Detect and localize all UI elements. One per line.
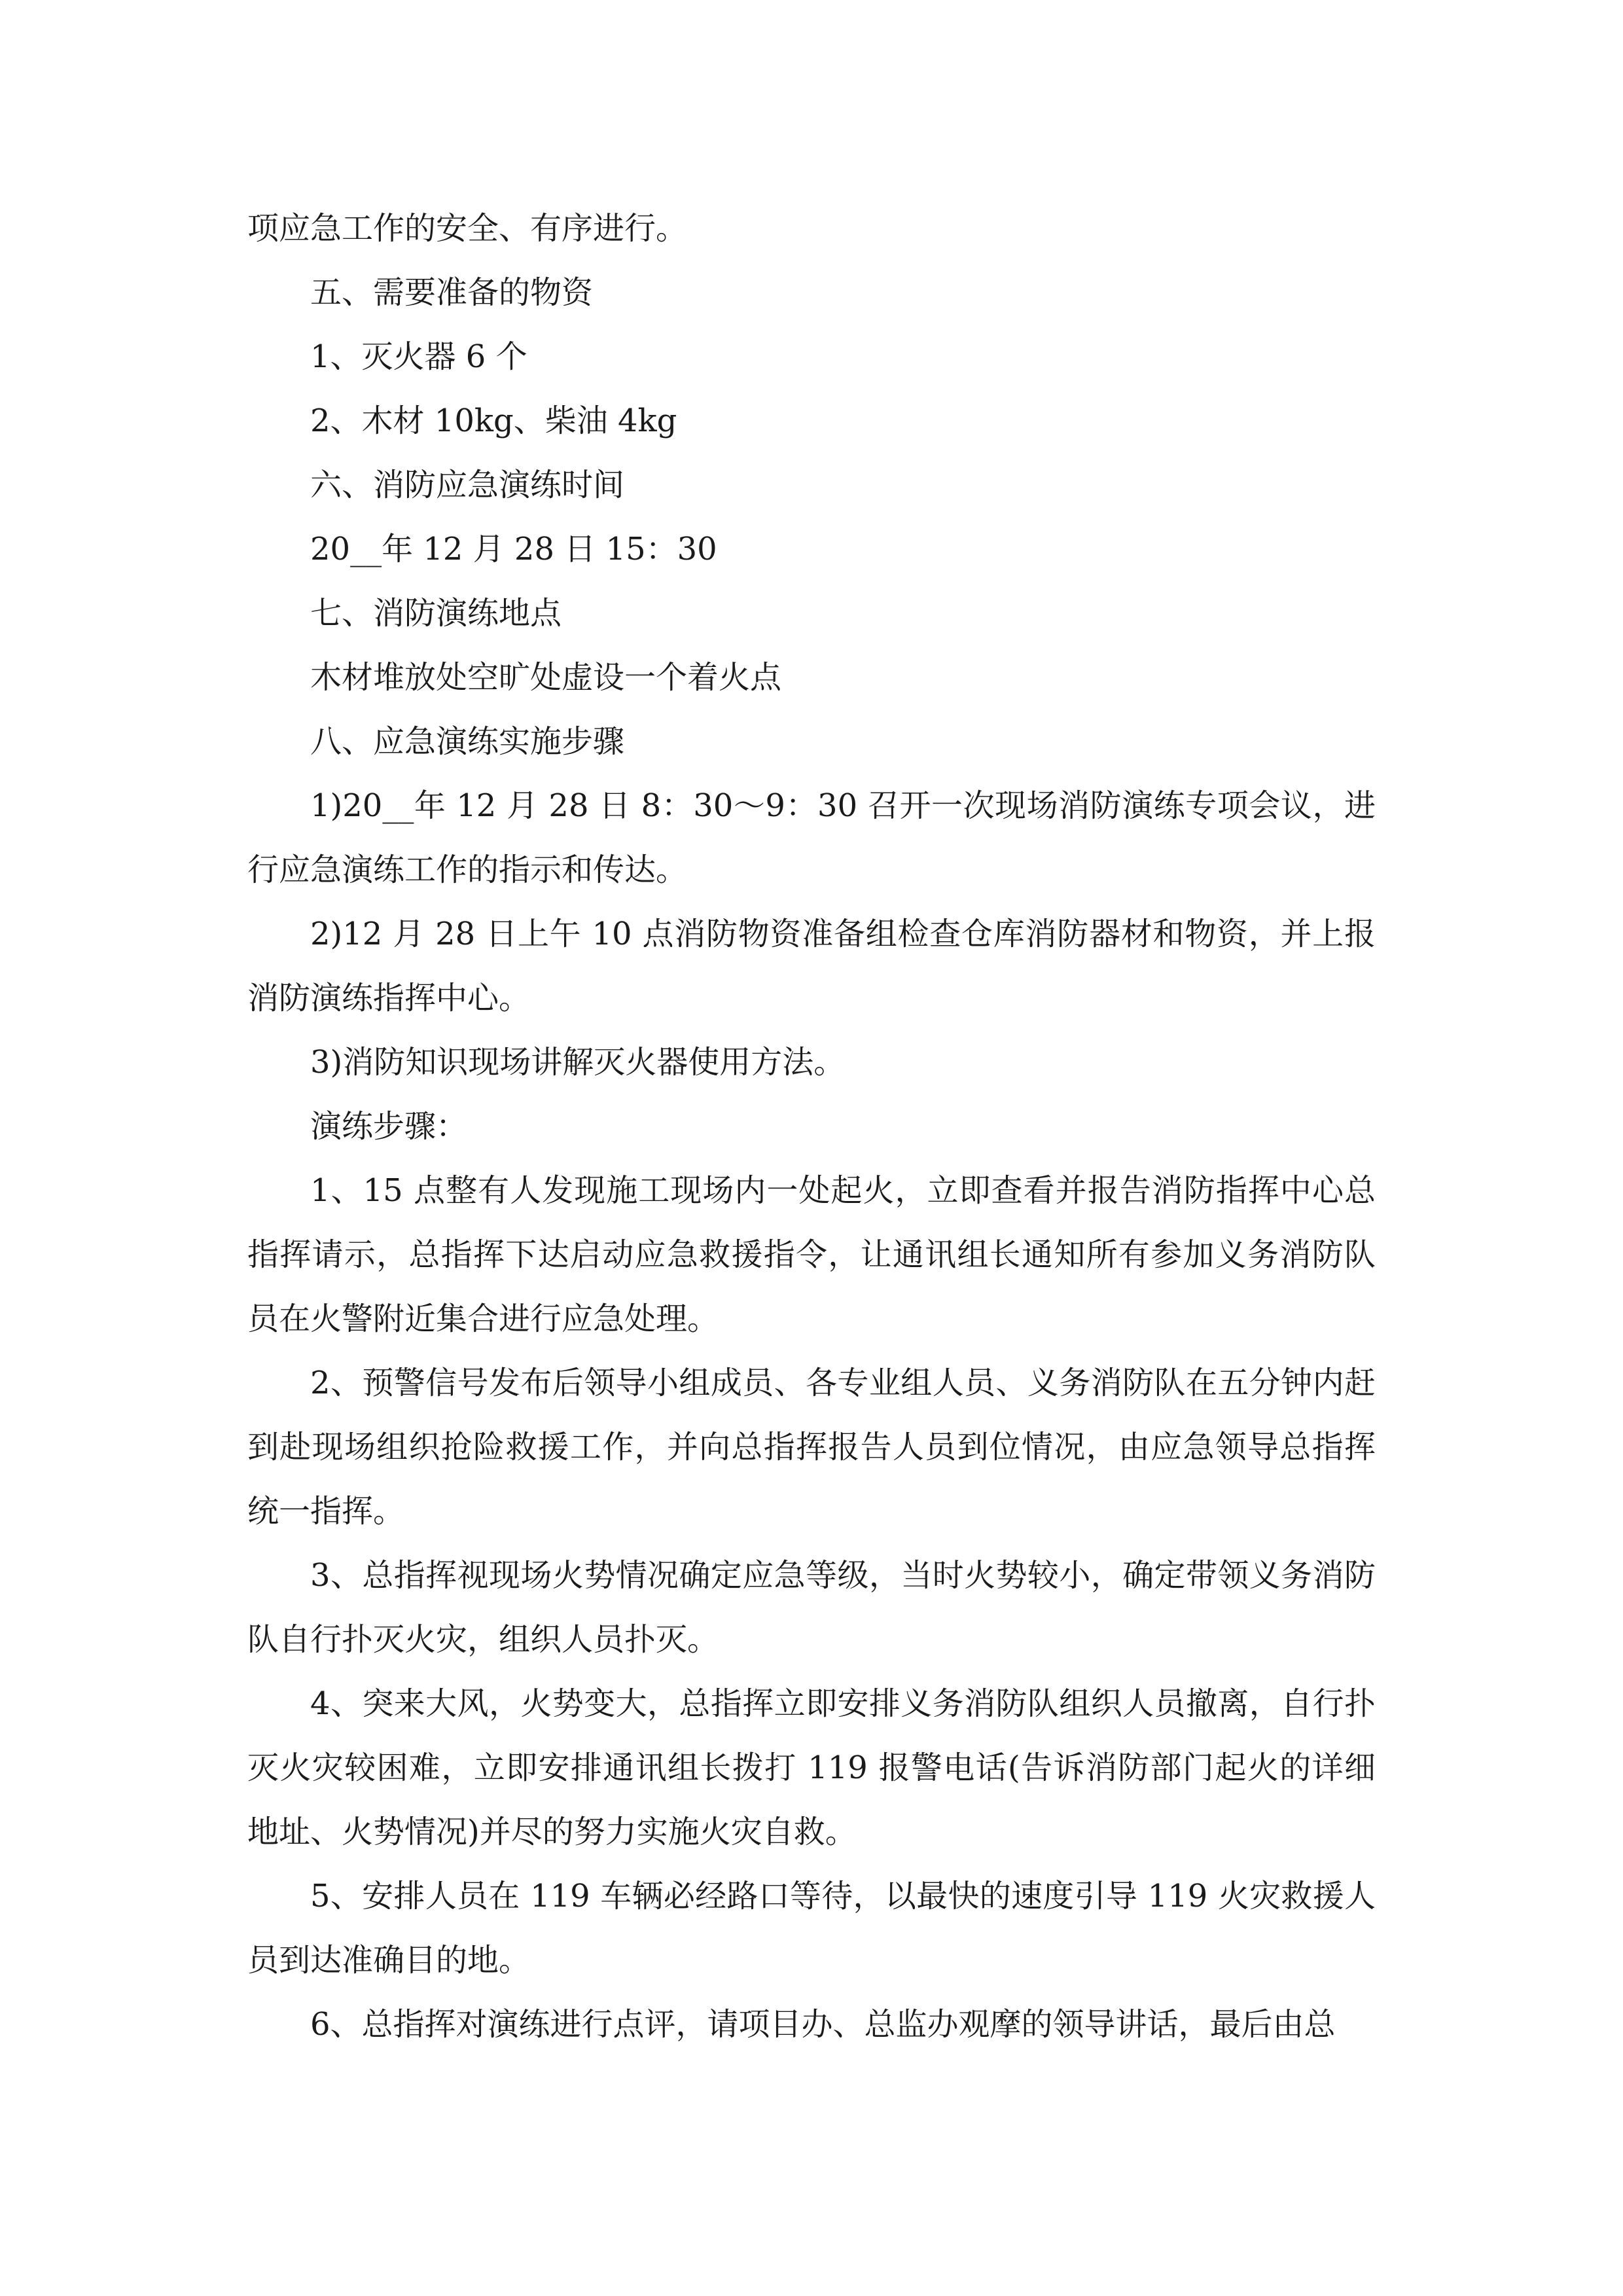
list-item: 3)消防知识现场讲解灭火器使用方法。 [310,1044,846,1081]
paragraph: 20__年 12 月 28 日 15：30 [310,531,717,567]
paragraph: 木材堆放处空旷处虚设一个着火点 [310,659,782,696]
paragraph: 项应急工作的安全、有序进行。 [247,210,688,247]
list-item: 5、安排人员在 119 车辆必经路口等待，以最快的速度引导 119 火灾救援人员到达准确目的地。 [247,1878,1376,1979]
list-item: 6、总指挥对演练进行点评，请项目办、总监办观摩的领导讲话，最后由总 [310,2006,1336,2043]
section-heading: 八、应急演练实施步骤 [310,723,625,760]
section-heading: 五、需要准备的物资 [310,274,594,311]
list-item: 3、总指挥视现场火势情况确定应急等级，当时火势较小，确定带领义务消防队自行扑灭火灾，组织人员扑灭。 [247,1557,1376,1658]
document-body [247,196,1376,2056]
list-item: 1、15 点整有人发现施工现场内一处起火，立即查看并报告消防指挥中心总指挥请示，总指挥下达启动应急救援指令，让通讯组长通知所有参加义务消防队员在火警附近集合进行应急处理。 [247,1172,1376,1337]
section-heading: 六、消防应急演练时间 [310,467,625,503]
list-item: 1、灭火器 6 个 [310,338,527,375]
list-item: 1)20__年 12 月 28 日 8：30～9：30 召开一次现场消防演练专项会议，进行应急演练工作的指示和传达。 [247,787,1376,888]
list-item: 4、突来大风，火势变大，总指挥立即安排义务消防队组织人员撤离，自行扑灭火灾较困难，立即安排通讯组长拨打 119 报警电话(告诉消防部门起火的详细地址、火势情况)并尽的努力实施火灾自救。 [247,1685,1376,1850]
list-item: 2)12 月 28 日上午 10 点消防物资准备组检查仓库消防器材和物资，并上报消防演练指挥中心。 [247,916,1376,1016]
subheading: 演练步骤： [310,1108,468,1145]
section-heading: 七、消防演练地点 [310,595,562,632]
list-item: 2、预警信号发布后领导小组成员、各专业组人员、义务消防队在五分钟内赶到赴现场组织抢险救援工作，并向总指挥报告人员到位情况，由应急领导总指挥统一指挥。 [247,1365,1376,1530]
list-item: 2、木材 10kg、柴油 4kg [310,403,677,439]
